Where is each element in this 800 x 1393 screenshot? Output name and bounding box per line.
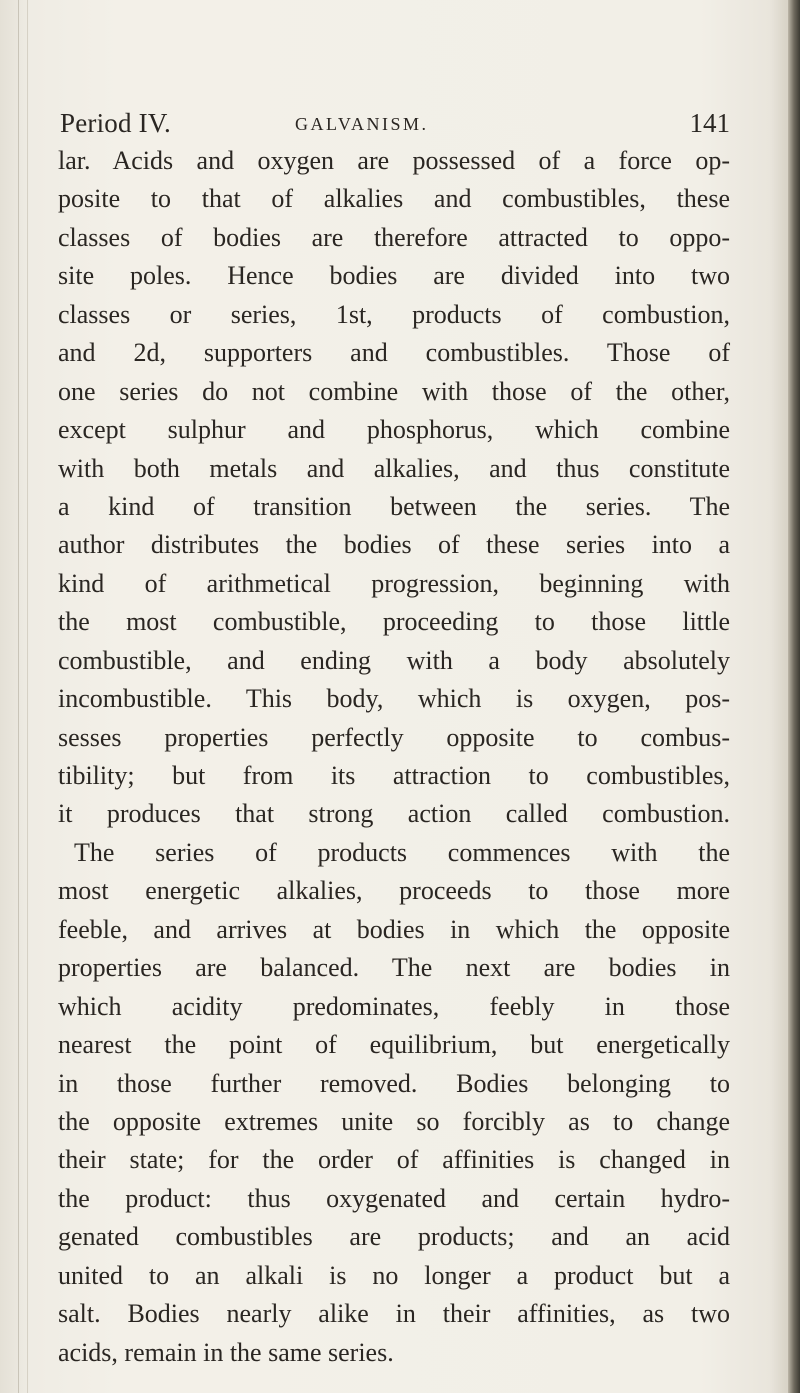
text-line: classes or series, 1st, products of combustion, xyxy=(58,299,730,329)
text-line: in those further removed. Bodies belonging to xyxy=(58,1068,730,1098)
text-line: posite to that of alkalies and combustibles, these xyxy=(58,184,730,214)
text-line: combustible, and ending with a body absolutely xyxy=(58,645,730,675)
text-line: with both metals and alkalies, and thus constitute xyxy=(58,453,730,483)
text-line: which acidity predominates, feebly in those xyxy=(58,991,730,1021)
page-edge-shadow xyxy=(788,0,800,1393)
text-line: genated combustibles are products; and an acid xyxy=(58,1222,730,1252)
text-line: and 2d, supporters and combustibles. Those of xyxy=(58,338,730,368)
text-line: acids, remain in the same series. xyxy=(58,1337,394,1367)
text-line: a kind of transition between the series. The xyxy=(58,491,730,521)
text-line: properties are balanced. The next are bodies in xyxy=(58,953,730,983)
running-header xyxy=(60,108,730,142)
text-line: except sulphur and phosphorus, which combine xyxy=(58,415,730,445)
text-line: salt. Bodies nearly alike in their affinities, as two xyxy=(58,1299,730,1329)
text-line: tibility; but from its attraction to combustibles, xyxy=(58,761,730,790)
text-line: lar. Acids and oxygen are possessed of a force op- xyxy=(58,146,730,175)
text-line: site poles. Hence bodies are divided into two xyxy=(58,261,730,291)
page-gutter-line xyxy=(27,0,28,1393)
header-period: Period IV. xyxy=(60,108,172,138)
text-line: classes of bodies are therefore attracted to oppo- xyxy=(58,222,730,252)
text-line: feeble, and arrives at bodies in which the opposite xyxy=(58,914,730,944)
page-number: 141 xyxy=(689,108,730,138)
text-line: author distributes the bodies of these series into a xyxy=(58,530,730,560)
text-line: the most combustible, proceeding to those little xyxy=(58,607,730,637)
body-text xyxy=(58,142,730,1372)
text-line: it produces that strong action called combustion. xyxy=(58,799,730,829)
text-line: their state; for the order of affinities is changed in xyxy=(58,1145,730,1175)
page-gutter-line xyxy=(18,0,19,1393)
text-line: united to an alkali is no longer a product but a xyxy=(58,1260,730,1290)
text-line: most energetic alkalies, proceeds to those more xyxy=(58,876,730,906)
text-line: nearest the point of equilibrium, but energetically xyxy=(58,1030,730,1060)
text-line: the product: thus oxygenated and certain hydro- xyxy=(58,1183,730,1213)
text-line: sesses properties perfectly opposite to combus- xyxy=(58,722,730,752)
text-line: the opposite extremes unite so forcibly as to change xyxy=(58,1106,730,1136)
text-line: one series do not combine with those of the other, xyxy=(58,376,730,406)
text-line: incombustible. This body, which is oxygen, pos- xyxy=(58,684,730,714)
header-section-title: GALVANISM. xyxy=(295,114,429,134)
text-line: kind of arithmetical progression, beginning with xyxy=(58,568,730,598)
text-line: The series of products commences with the xyxy=(74,837,730,867)
